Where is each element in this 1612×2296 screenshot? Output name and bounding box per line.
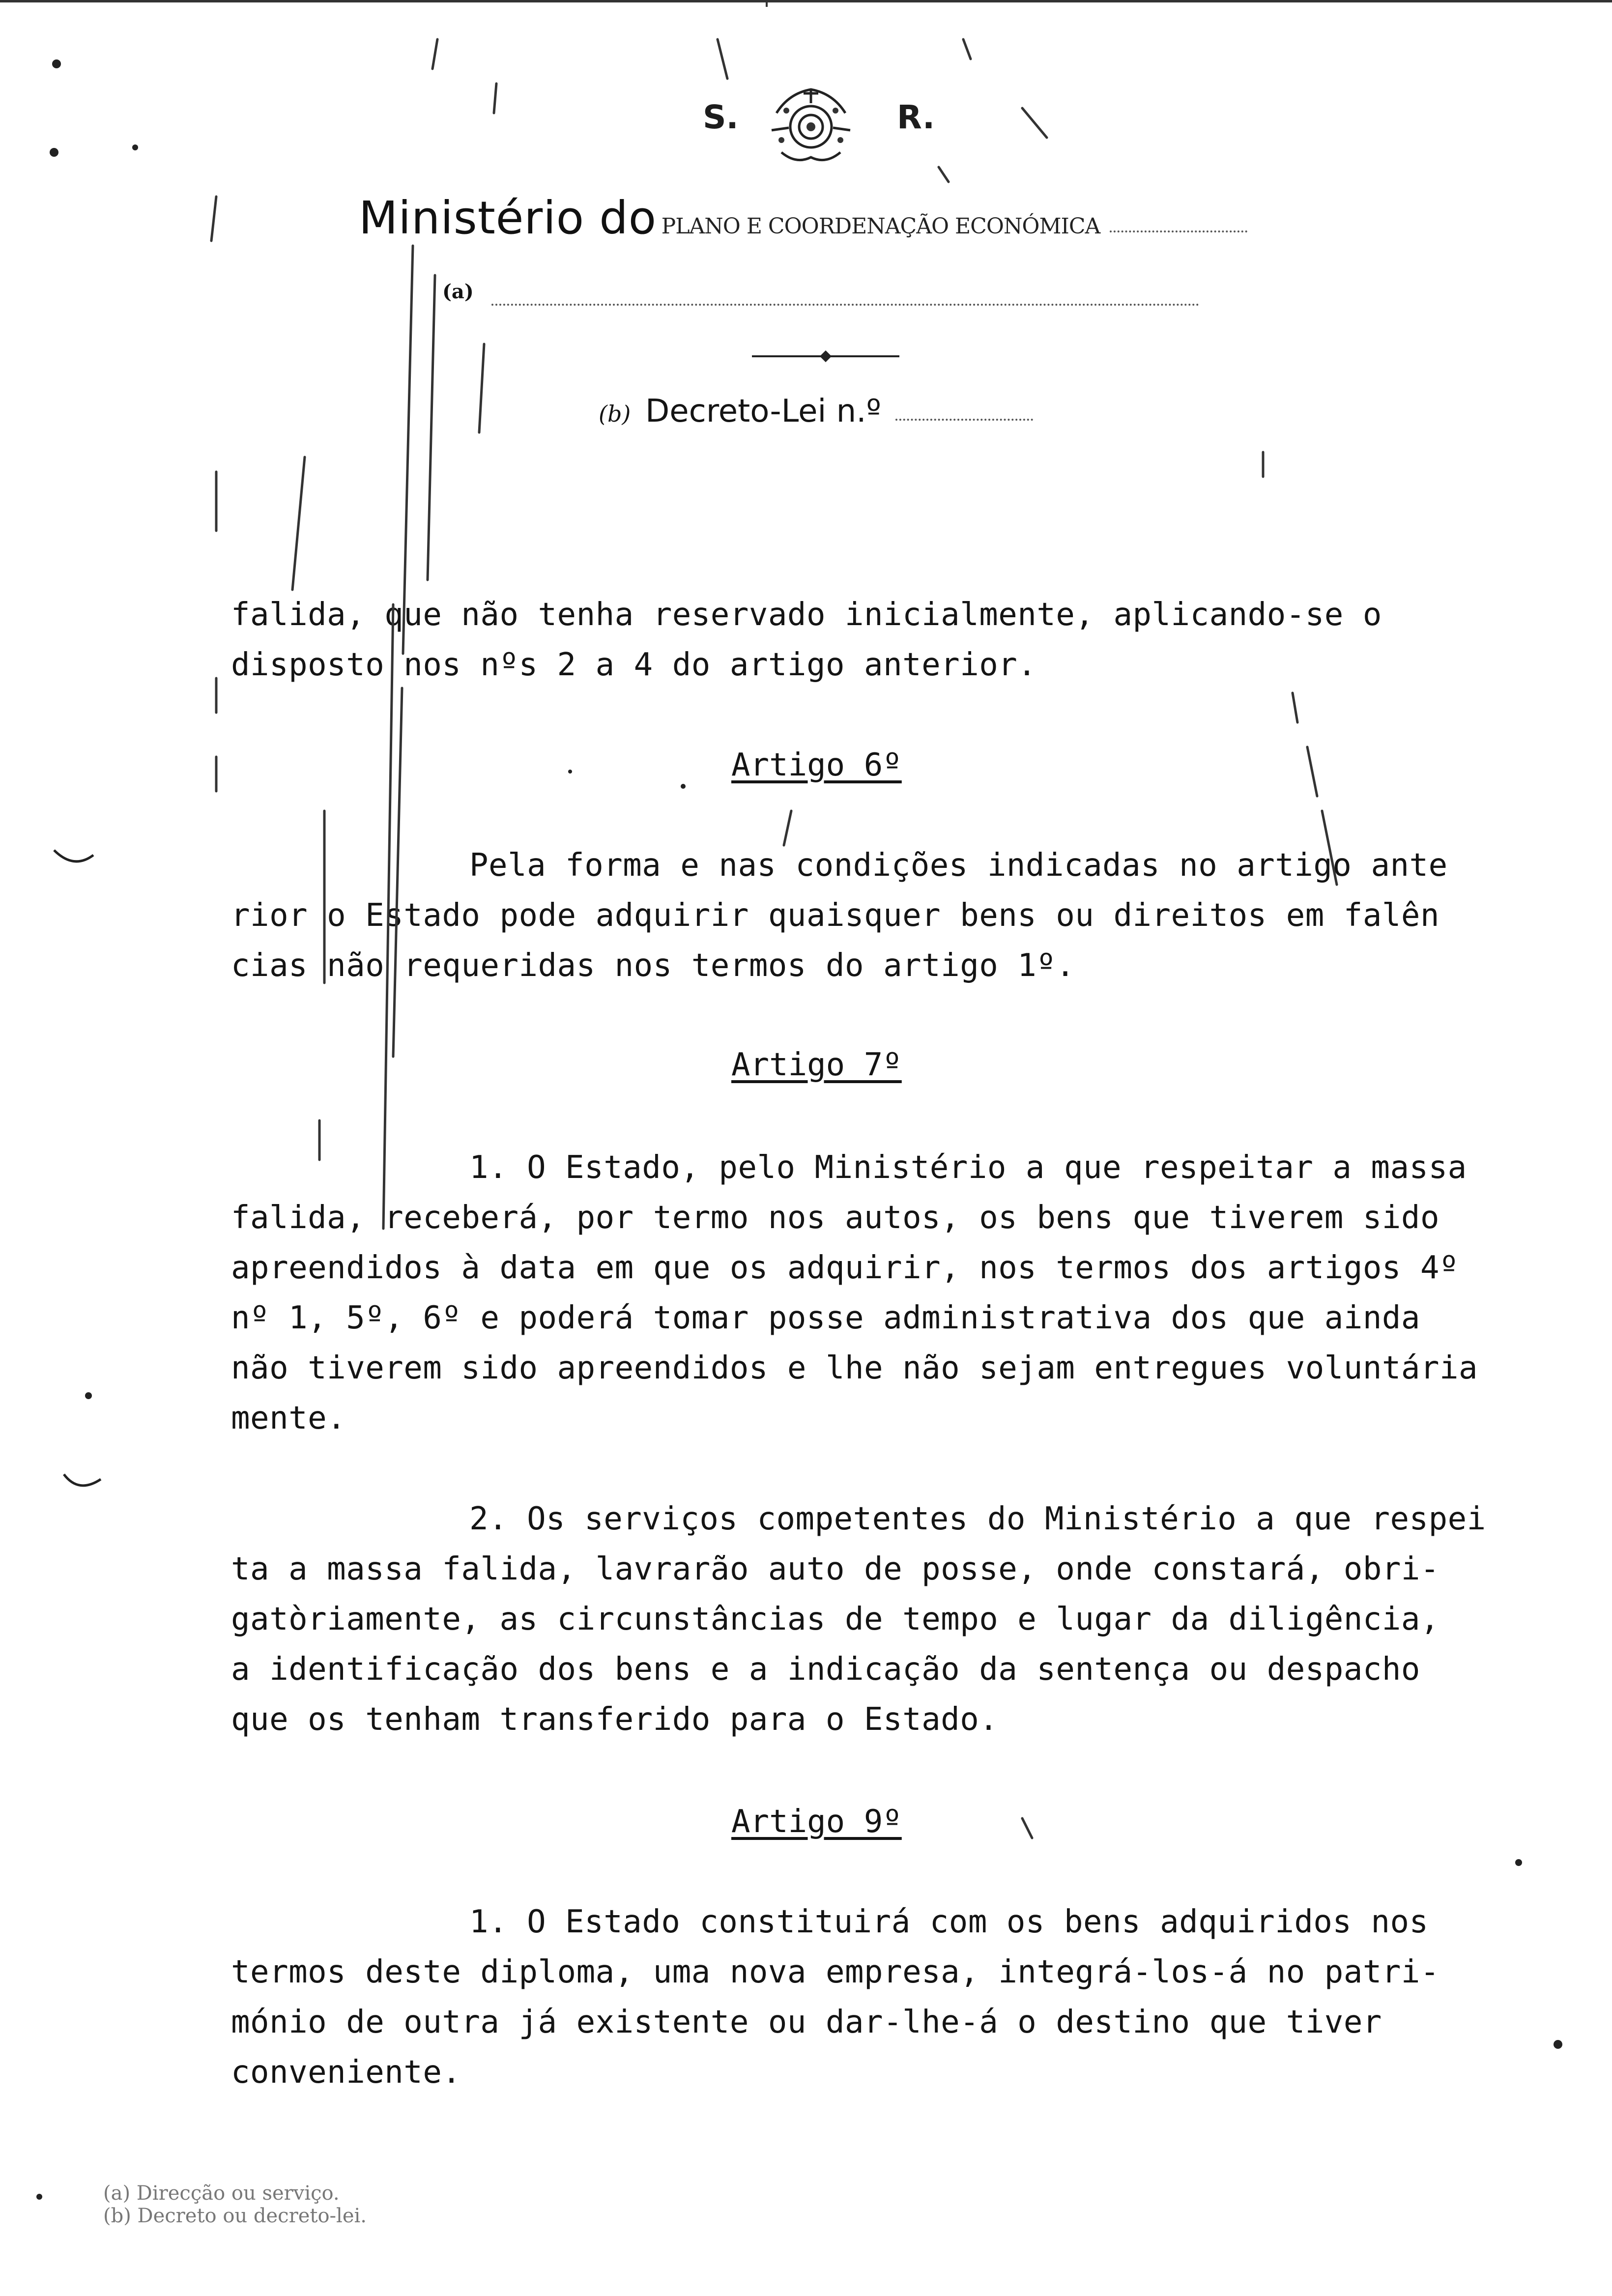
ministry-department: PLANO E COORDENAÇÃO ECONÓMICA [661, 214, 1100, 239]
ornament-divider-icon [752, 349, 899, 364]
text-line: não tiverem sido apreendidos e lhe não sejam entregues voluntária [231, 1350, 1478, 1386]
text-line: cias não requeridas nos termos do artigo 1º. [231, 947, 1075, 984]
text-line: disposto nos nºs 2 a 4 do artigo anterior. [231, 647, 1037, 683]
text-line: apreendidos à data em que os adquirir, nos termos dos artigos 4º [231, 1250, 1459, 1286]
ministry-name: Ministério do [359, 192, 657, 244]
text-line: 1. O Estado constituirá com os bens adquiridos nos [469, 1904, 1429, 1940]
article-7-paragraph-1 [231, 1143, 1478, 1443]
decree-label: Decreto-Lei n.º [645, 393, 881, 430]
footnotes [103, 2182, 367, 2227]
ministry-heading [359, 192, 1293, 246]
scan-top-edge [0, 0, 1612, 2]
service-line [442, 280, 1209, 315]
text-line: rior o Estado pode adquirir quaisquer bens ou direitos em falên [231, 897, 1439, 934]
ministry-dotted-line [1110, 230, 1247, 232]
text-line: 2. Os serviços competentes do Ministério a que respei [469, 1501, 1486, 1537]
article-7-title: Artigo 7º [731, 1047, 902, 1083]
article-6-paragraph [231, 840, 1448, 991]
text-line: mónio de outra já existente ou dar-lhe-á o destino que tiver [231, 2004, 1382, 2040]
intro-paragraph [231, 590, 1382, 690]
decree-marker: (b) [599, 401, 631, 427]
article-6-title: Artigo 6º [731, 747, 902, 783]
text-line: a identificação dos bens e a indicação da sentença ou despacho [231, 1651, 1420, 1688]
text-line: falida, receberá, por termo nos autos, os bens que tiverem sido [231, 1200, 1439, 1236]
article-9-title: Artigo 9º [731, 1804, 902, 1840]
article-9-paragraph [231, 1897, 1439, 2097]
text-line: conveniente. [231, 2054, 461, 2091]
text-line: que os tenham transferido para o Estado. [231, 1701, 999, 1738]
decree-dotted-line [895, 419, 1033, 421]
service-dotted-line [491, 304, 1199, 306]
footnote-b: (b) Decreto ou decreto-lei. [103, 2205, 367, 2227]
text-line: ta a massa falida, lavrarão auto de posse, onde constará, obri- [231, 1551, 1439, 1587]
coat-of-arms-icon [767, 84, 855, 167]
article-7-paragraph-2 [231, 1494, 1486, 1745]
letter-r: R. [897, 98, 935, 136]
letter-s: S. [703, 98, 739, 136]
text-line: falida, que não tenha reservado inicialmente, aplicando-se o [231, 597, 1382, 633]
letterhead-sr [703, 84, 958, 167]
footnote-a: (a) Direcção ou serviço. [103, 2182, 340, 2205]
service-line-label: (a) [442, 280, 474, 303]
text-line: mente. [231, 1400, 346, 1436]
text-line: gatòriamente, as circunstâncias de tempo e lugar da diligência, [231, 1601, 1439, 1637]
text-line: termos deste diploma, uma nova empresa, integrá-los-á no patri- [231, 1954, 1439, 1990]
decree-heading [599, 393, 1090, 437]
text-line: Pela forma e nas condições indicadas no artigo ante [469, 847, 1448, 884]
text-line: nº 1, 5º, 6º e poderá tomar posse administrativa dos que ainda [231, 1300, 1420, 1336]
text-line: 1. O Estado, pelo Ministério a que respeitar a massa [469, 1149, 1467, 1186]
